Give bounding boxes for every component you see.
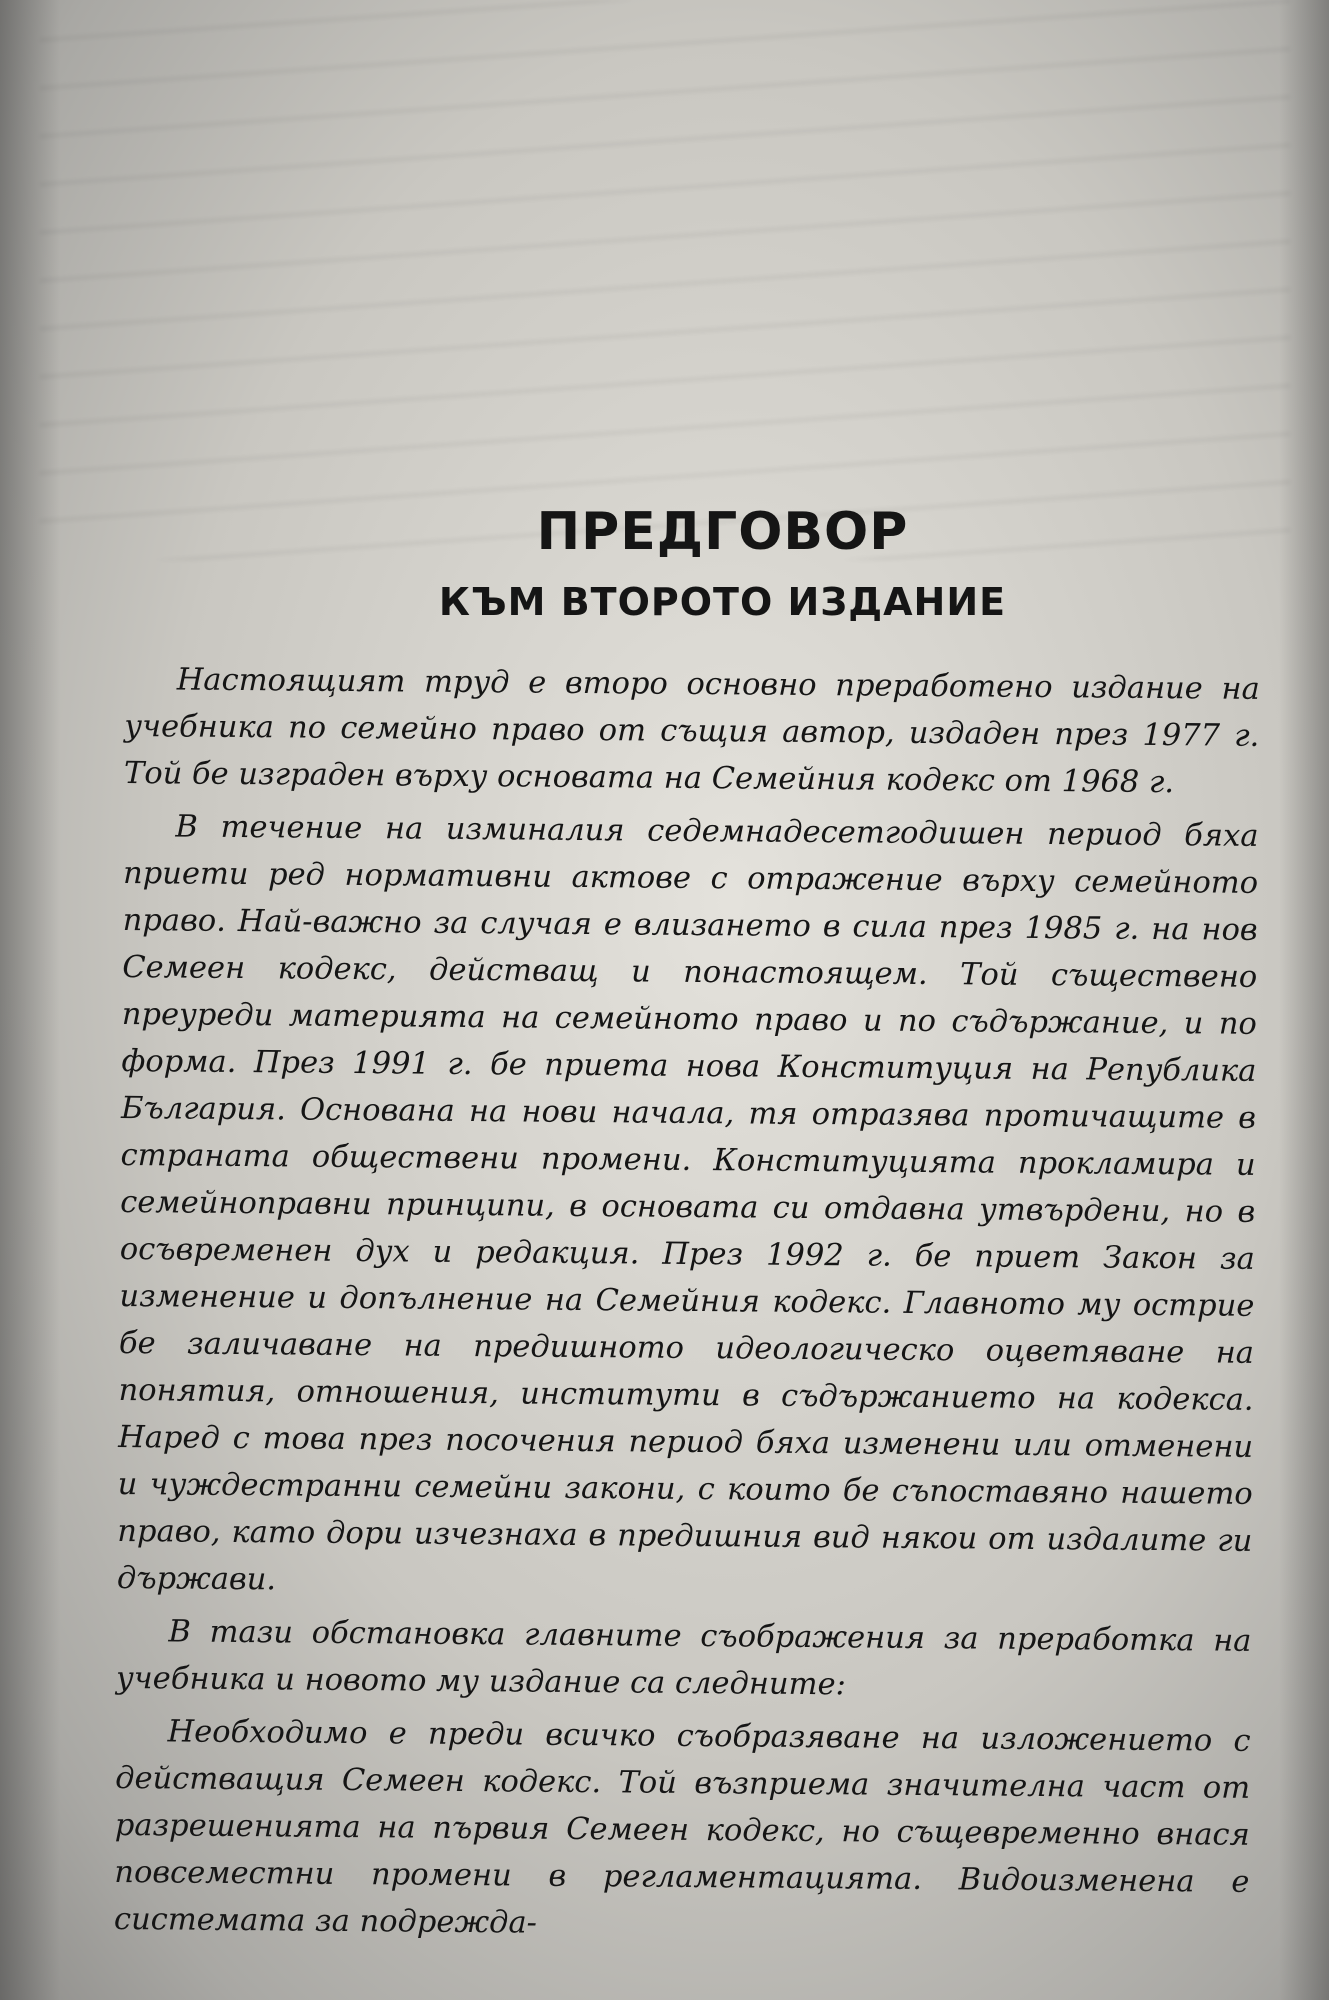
paragraph-4: Необходимо е преди всичко съобразяване на изложението с действащия Семеен кодекс. Той възприема значителна част от разрешенията на първия Семеен кодекс, но същевременно внася повсеместни промени в регламентацията. Видоизменена е системата за подрежда- <box>113 1714 1251 1941</box>
body-text <box>114 656 1260 1953</box>
page-shadow-left <box>0 0 60 2000</box>
page-subtitle: КЪМ ВТОРОТО ИЗДАНИЕ <box>438 580 1007 624</box>
page-title: ПРЕДГОВОР <box>536 502 909 562</box>
paragraph-3: В тази обстановка главните съображения за преработка на учебника и новото му издание са следните: <box>115 1614 1252 1703</box>
page-content <box>113 500 1260 1949</box>
paragraph-1: Настоящият труд е второ основно преработено издание на учебника по семейно право от същия автор, издаден през 1977 г. Той бе изграден върху основата на Семейния кодекс от 1968 г. <box>123 662 1260 801</box>
page-shadow-right <box>1279 0 1329 2000</box>
paragraph-2: В течение на изминалия седемнадесетгодишен период бяха приети ред нормативни актове с отражение върху семейното право. Най-важно за случая е влизането в сила през 1985 г. на нов Семеен кодекс, действащ и понастоящем. Той съществено преуреди материята на семейното право и по съдържание, и по форма. През 1991 г. бе приета нова Конституция на Република България. Основана на нови начала, тя отразява протичащите в страната обществени промени. Конституцията прокламира и семейноправни принципи, в основата си отдавна утвърдени, но в осъвременен дух и редакция. През 1992 г. бе приет Закон за изменение и допълнение на Семейния кодекс. Главното му острие бе заличаване на предишното идеологическо оцветяване на понятия, отношения, институти в съдържанието на кодекса. Наред с това през посочения период бяха изменени или отменени и чуждестранни семейни закони, с които бе съпоставяно нашето право, като дори изчезнаха в предишния вид някои от издалите ги държави. <box>116 809 1259 1598</box>
show-through-text <box>40 0 1290 560</box>
